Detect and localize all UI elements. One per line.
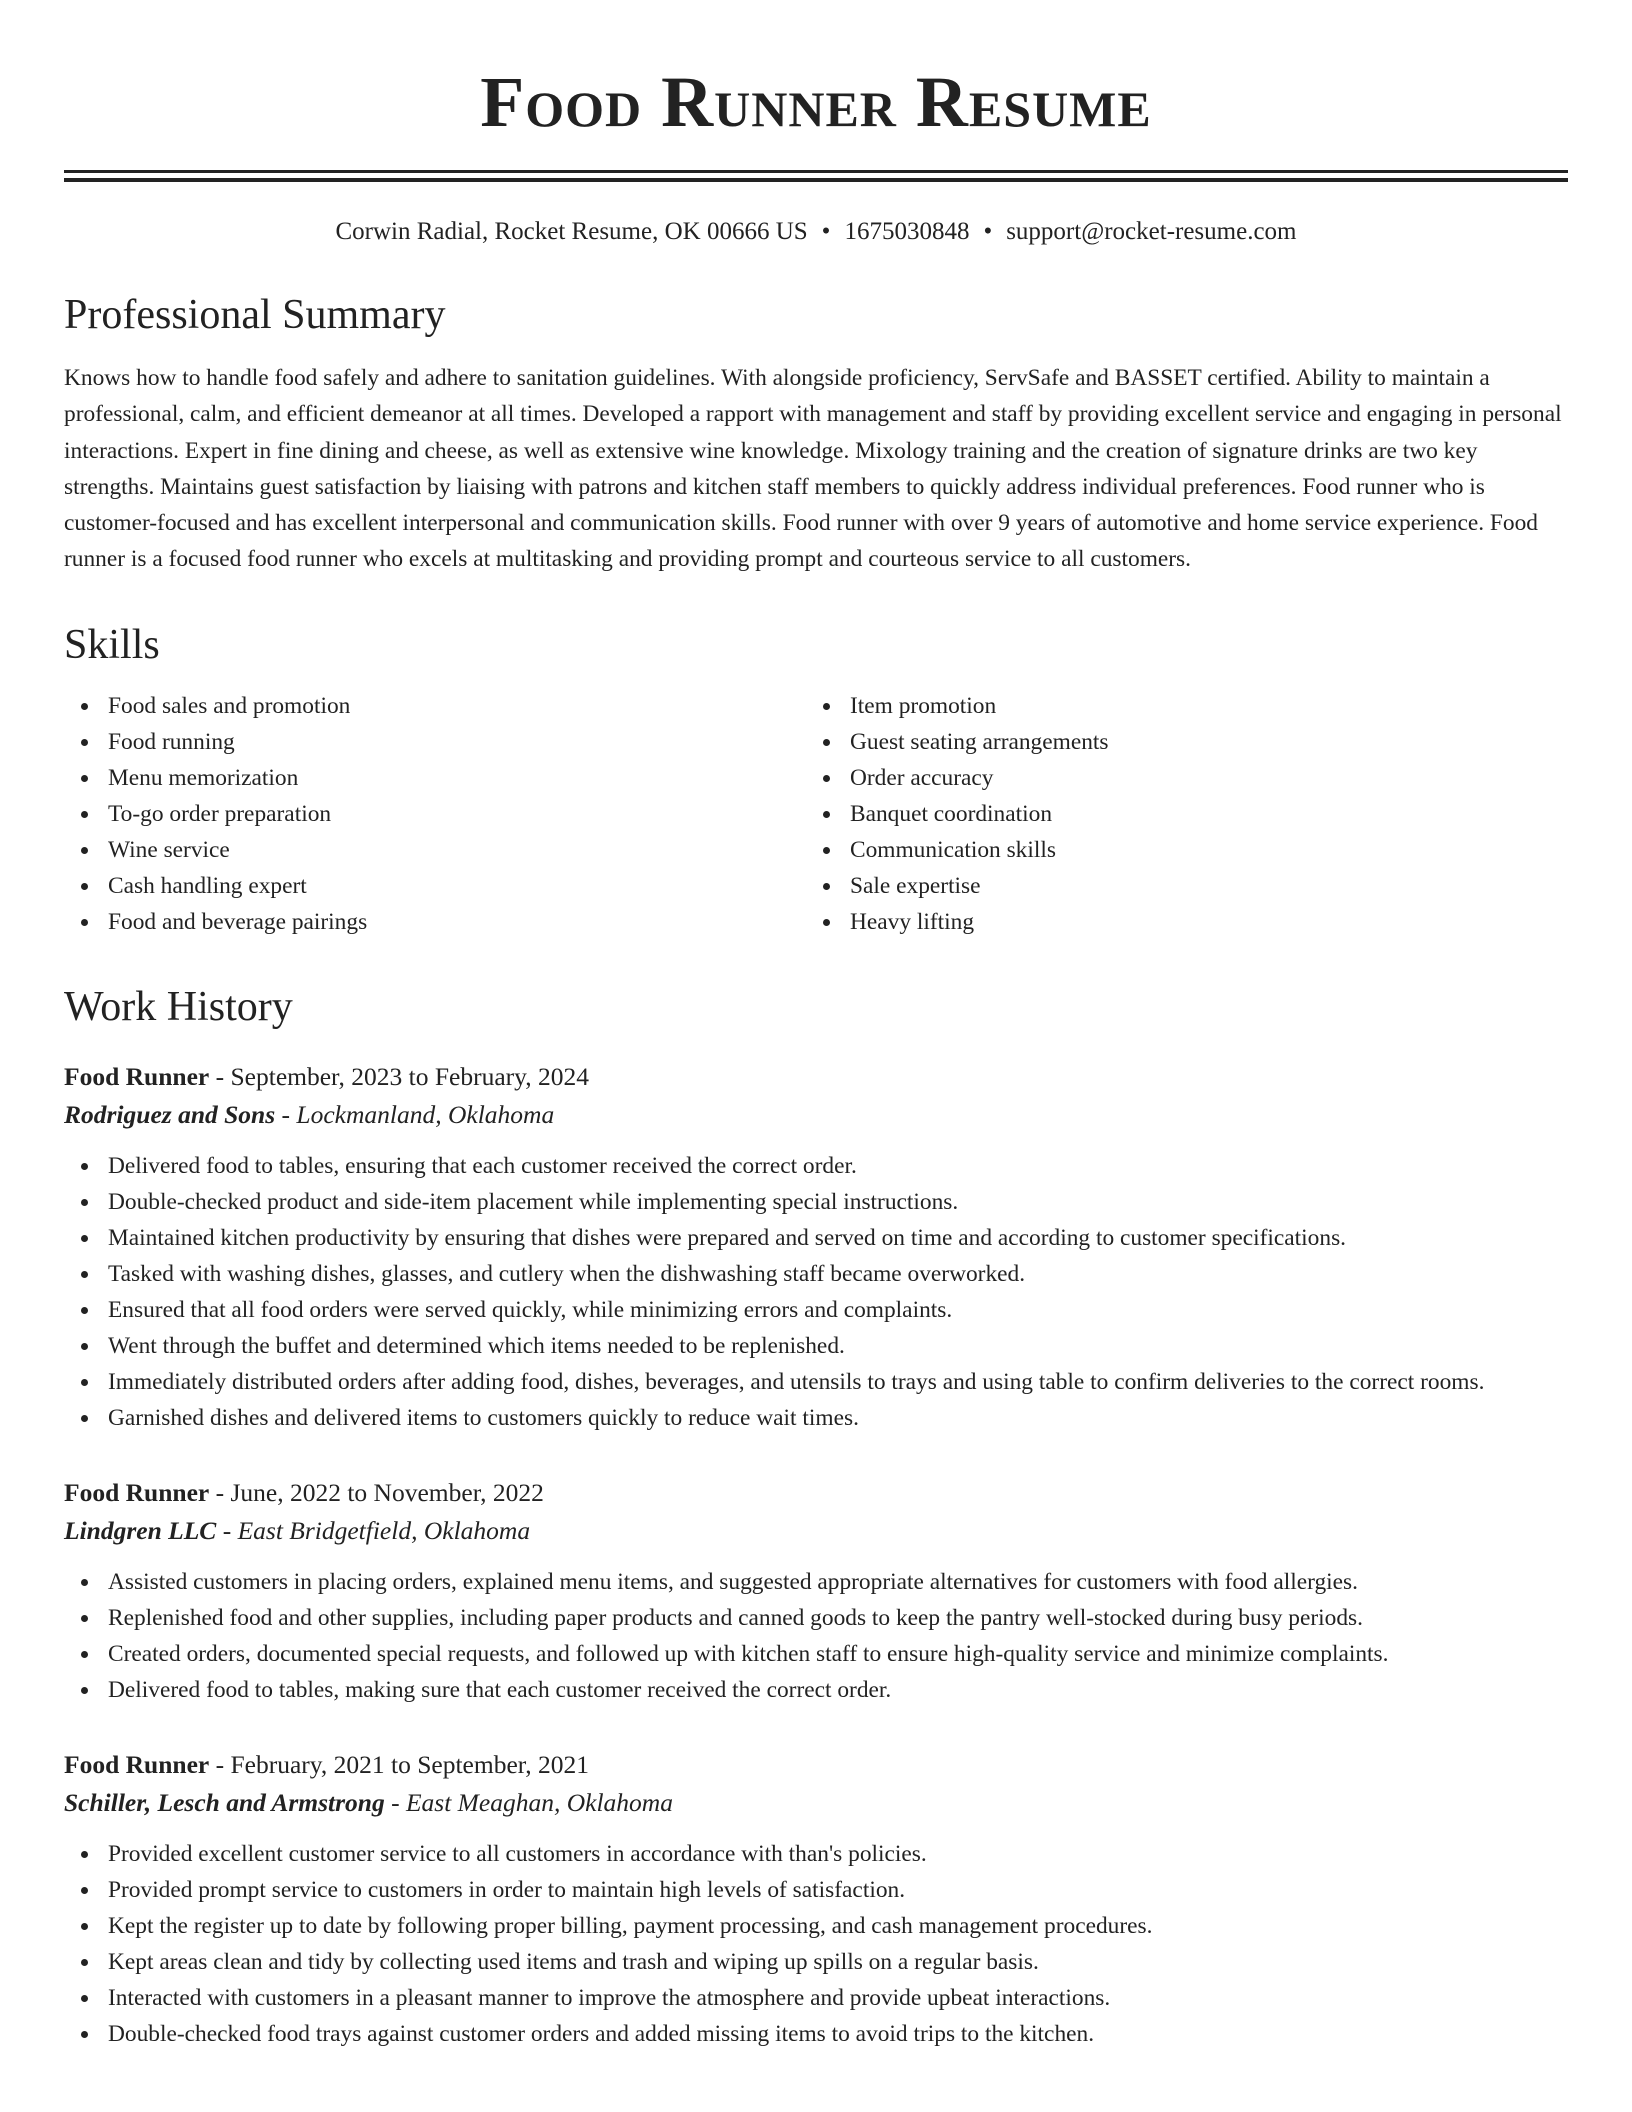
bullet-dot-icon <box>823 883 830 890</box>
job-duty <box>64 1672 1568 1708</box>
job-dash: - <box>209 1749 231 1779</box>
job-entry <box>64 1474 1568 1708</box>
skills-column-left <box>64 688 806 940</box>
job-duty <box>64 1836 1568 1872</box>
job-duty <box>64 1872 1568 1908</box>
job-company: Schiller, Lesch and Armstrong <box>64 1787 385 1817</box>
job-duty <box>64 1220 1568 1256</box>
job-duty <box>64 1908 1568 1944</box>
skill-item <box>64 688 806 724</box>
bullet-dot-icon <box>81 739 88 746</box>
bullet-dot-icon <box>81 775 88 782</box>
skill-item-text: Food sales and promotion <box>108 692 351 719</box>
bullet-dot-icon <box>81 1615 88 1622</box>
bullet-dot-icon <box>823 811 830 818</box>
job-company: Lindgren LLC <box>64 1515 217 1545</box>
bullet-dot-icon <box>823 703 830 710</box>
bullet-dot-icon <box>81 1415 88 1422</box>
bullet-dot-icon <box>81 703 88 710</box>
job-duty-text: Double-checked product and side-item placement while implementing special instructions. <box>108 1188 959 1215</box>
bullet-dot-icon <box>81 1687 88 1694</box>
skill-item-text: To-go order preparation <box>108 800 332 827</box>
job-duty-text: Maintained kitchen productivity by ensuring that dishes were prepared and served on time and according to customer specifications. <box>108 1224 1347 1251</box>
bullet-dot-icon <box>81 883 88 890</box>
bullet-dot-icon <box>81 1379 88 1386</box>
bullet-dot-icon <box>81 1307 88 1314</box>
skill-item <box>806 724 1548 760</box>
bullet-dot-icon <box>81 1851 88 1858</box>
skills-column-right <box>806 688 1548 940</box>
job-duty-text: Tasked with washing dishes, glasses, and cutlery when the dishwashing staff became overworked. <box>108 1260 1026 1287</box>
job-role: Food Runner <box>64 1749 210 1779</box>
bullet-dot-icon <box>81 1923 88 1930</box>
skill-item-text: Banquet coordination <box>850 800 1053 827</box>
skill-item <box>806 868 1548 904</box>
skills-heading: Skills <box>64 621 160 668</box>
skill-item <box>806 688 1548 724</box>
bullet-dot-icon <box>81 1887 88 1894</box>
skill-item <box>806 904 1548 940</box>
skill-item <box>806 796 1548 832</box>
job-duty-text: Provided prompt service to customers in order to maintain high levels of satisfaction. <box>108 1876 906 1903</box>
job-duty-text: Delivered food to tables, ensuring that each customer received the correct order. <box>108 1152 857 1179</box>
job-header <box>64 1474 1568 1512</box>
bullet-dot-icon <box>823 847 830 854</box>
skill-item-text: Item promotion <box>850 692 997 719</box>
bullet-dot-icon <box>81 1199 88 1206</box>
job-company: Rodriguez and Sons <box>64 1099 276 1129</box>
job-duty <box>64 1328 1568 1364</box>
skill-item <box>806 832 1548 868</box>
job-header <box>64 1746 1568 1784</box>
bullet-dot-icon <box>823 919 830 926</box>
job-role: Food Runner <box>64 1477 210 1507</box>
job-organization <box>64 1512 1568 1550</box>
job-dates: February, 2021 to September, 2021 <box>230 1749 589 1779</box>
job-entry <box>64 1058 1568 1436</box>
job-duty <box>64 1400 1568 1436</box>
job-dash: - <box>216 1515 238 1545</box>
job-duty-text: Delivered food to tables, making sure that each customer received the correct order. <box>108 1676 892 1703</box>
bullet-dot-icon <box>81 1235 88 1242</box>
resume-page <box>64 0 1568 2052</box>
bullet-dot-icon <box>81 919 88 926</box>
job-duty <box>64 1944 1568 1980</box>
job-organization <box>64 1784 1568 1822</box>
skill-item-text: Food running <box>108 728 235 755</box>
bullet-dot-icon <box>81 811 88 818</box>
contact-separator: • <box>983 218 993 245</box>
bullet-dot-icon <box>81 1579 88 1586</box>
job-dates: September, 2023 to February, 2024 <box>230 1061 589 1091</box>
contact-address: Corwin Radial, Rocket Resume, OK 00666 US <box>335 218 808 245</box>
job-entry <box>64 1746 1568 2052</box>
contact-separator: • <box>821 218 831 245</box>
job-duty <box>64 1364 1568 1400</box>
job-duty <box>64 1292 1568 1328</box>
job-organization <box>64 1096 1568 1134</box>
summary-heading: Professional Summary <box>64 292 446 338</box>
job-duty-text: Double-checked food trays against customer orders and added missing items to avoid trips to the kitchen. <box>108 2020 1095 2047</box>
job-duty-text: Garnished dishes and delivered items to customers quickly to reduce wait times. <box>108 1404 859 1431</box>
contact-line <box>64 216 1568 248</box>
job-duty <box>64 1600 1568 1636</box>
job-duty <box>64 1636 1568 1672</box>
job-dash: - <box>275 1099 297 1129</box>
job-duty-text: Interacted with customers in a pleasant manner to improve the atmosphere and provide upbeat interactions. <box>108 1984 1111 2011</box>
job-duties <box>64 1148 1568 1436</box>
title-divider-top <box>64 170 1568 173</box>
job-role: Food Runner <box>64 1061 210 1091</box>
job-duty <box>64 1980 1568 2016</box>
work-history-list <box>64 1058 1568 2052</box>
skill-item-text: Communication skills <box>850 836 1056 863</box>
job-duty-text: Replenished food and other supplies, including paper products and canned goods to keep the pantry well-stocked during busy periods. <box>108 1604 1364 1631</box>
contact-email: support@rocket-resume.com <box>1006 218 1297 245</box>
job-location: East Bridgetfield, Oklahoma <box>237 1515 531 1545</box>
skill-item-text: Order accuracy <box>850 764 994 791</box>
job-header <box>64 1058 1568 1096</box>
job-duty <box>64 1256 1568 1292</box>
bullet-dot-icon <box>81 847 88 854</box>
bullet-dot-icon <box>81 1343 88 1350</box>
bullet-dot-icon <box>81 1651 88 1658</box>
job-dates: June, 2022 to November, 2022 <box>230 1477 544 1507</box>
skill-item <box>64 760 806 796</box>
skill-item <box>64 868 806 904</box>
bullet-dot-icon <box>81 1271 88 1278</box>
bullet-dot-icon <box>81 2031 88 2038</box>
job-duty-text: Created orders, documented special requests, and followed up with kitchen staff to ensure high-quality service and minimize complaints. <box>108 1640 1389 1667</box>
skill-item <box>64 904 806 940</box>
bullet-dot-icon <box>81 1959 88 1966</box>
summary-text: Knows how to handle food safely and adhere to sanitation guidelines. With alongside proficiency, ServSafe and BASSET certified. Ability to maintain a professional, calm, and efficient demeanor at all times. Developed a rapport with management and staff by providing excellent service and engaging in personal interactions. Expert in fine dining and cheese, as well as extensive wine knowledge. Mixology training and the creation of signature drinks are two key strengths. Maintains guest satisfaction by liaising with patrons and kitchen staff members to quickly address individual preferences. Food runner who is customer-focused and has excellent interpersonal and communication skills. Food runner with over 9 years of automotive and home service experience. Food runner is a focused food runner who excels at multitasking and providing prompt and courteous service to all customers. <box>64 365 1562 573</box>
skill-item-text: Guest seating arrangements <box>850 728 1109 755</box>
skill-item <box>64 724 806 760</box>
skills-list <box>64 688 1568 940</box>
job-dash: - <box>209 1061 231 1091</box>
job-duty <box>64 1184 1568 1220</box>
job-duties <box>64 1836 1568 2052</box>
job-duty <box>64 1564 1568 1600</box>
job-dash: - <box>209 1477 231 1507</box>
job-duty-text: Assisted customers in placing orders, explained menu items, and suggested appropriate alternatives for customers with food allergies. <box>108 1568 1358 1595</box>
bullet-dot-icon <box>823 739 830 746</box>
job-duty-text: Provided excellent customer service to all customers in accordance with than's policies. <box>108 1840 927 1867</box>
job-dash: - <box>384 1787 406 1817</box>
job-duty <box>64 2016 1568 2052</box>
skill-item <box>64 796 806 832</box>
skill-item <box>64 832 806 868</box>
bullet-dot-icon <box>81 1995 88 2002</box>
skill-item-text: Menu memorization <box>108 764 299 791</box>
title-divider-bottom <box>64 178 1568 182</box>
skill-item-text: Heavy lifting <box>850 908 975 935</box>
job-location: Lockmanland, Oklahoma <box>296 1099 555 1129</box>
job-duty-text: Ensured that all food orders were served quickly, while minimizing errors and complaints. <box>108 1296 953 1323</box>
resume-title: Food Runner Resume <box>480 62 1152 142</box>
skill-item-text: Food and beverage pairings <box>108 908 368 935</box>
bullet-dot-icon <box>81 1163 88 1170</box>
skill-item-text: Wine service <box>108 836 230 863</box>
skill-item-text: Sale expertise <box>850 872 981 899</box>
job-duty-text: Kept areas clean and tidy by collecting used items and trash and wiping up spills on a regular basis. <box>108 1948 1039 1975</box>
job-duties <box>64 1564 1568 1708</box>
work-history-heading: Work History <box>64 983 293 1030</box>
job-location: East Meaghan, Oklahoma <box>405 1787 673 1817</box>
bullet-dot-icon <box>823 775 830 782</box>
job-duty-text: Kept the register up to date by following proper billing, payment processing, and cash management procedures. <box>108 1912 1153 1939</box>
contact-phone: 1675030848 <box>844 218 970 245</box>
job-duty <box>64 1148 1568 1184</box>
skill-item-text: Cash handling expert <box>108 872 307 899</box>
job-duty-text: Immediately distributed orders after adding food, dishes, beverages, and utensils to trays and using table to confirm deliveries to the correct rooms. <box>108 1368 1485 1395</box>
job-duty-text: Went through the buffet and determined which items needed to be replenished. <box>108 1332 845 1359</box>
skill-item <box>806 760 1548 796</box>
